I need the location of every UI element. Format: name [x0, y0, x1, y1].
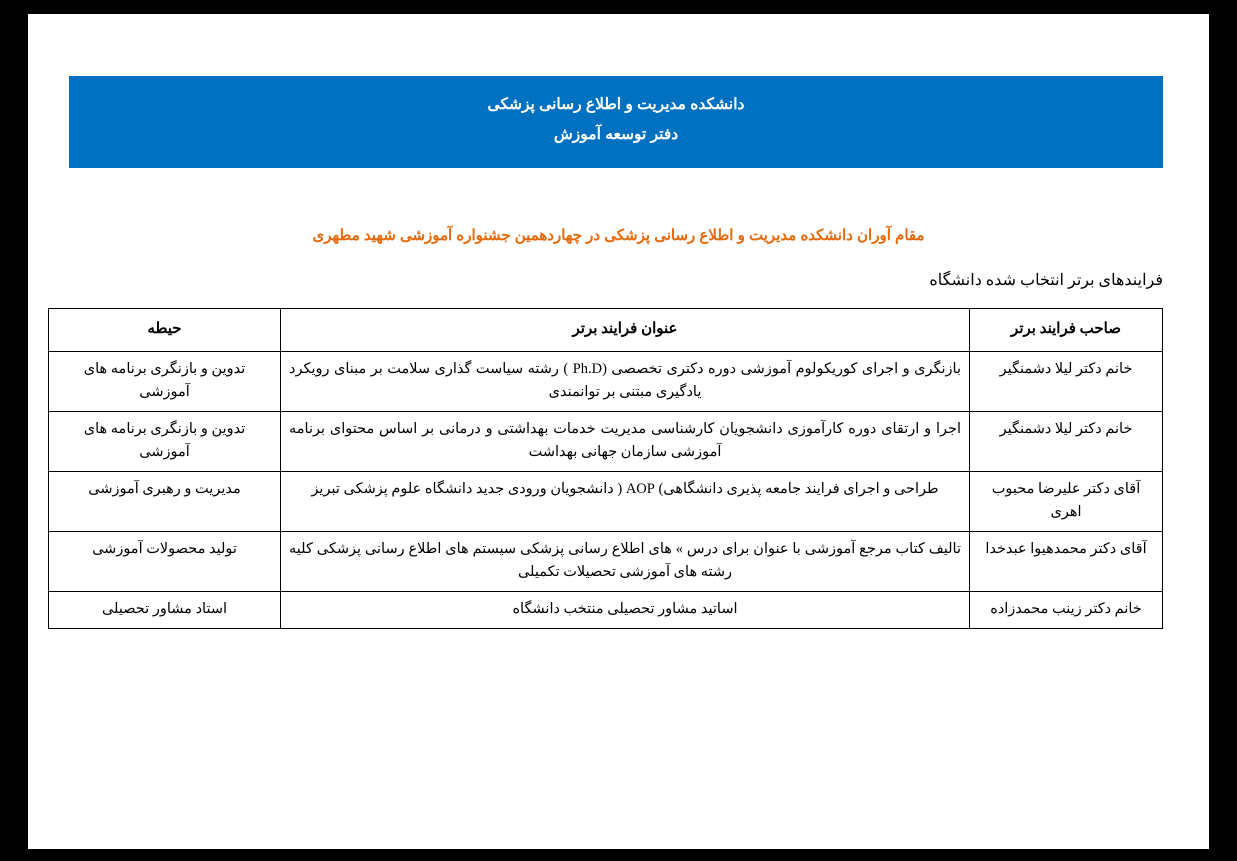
table-row	[49, 532, 1163, 592]
cell-owner: آقای دکتر محمدهیوا عبدخدا	[970, 532, 1163, 592]
cell-title: بازنگری و اجرای کوریکولوم آموزشی دوره دکتری تخصصی (Ph.D ) رشته سیاست گذاری سلامت بر مبنای رویکرد یادگیری مبتنی بر توانمندی	[281, 352, 970, 412]
cell-area: تولید محصولات آموزشی	[49, 532, 281, 592]
column-header-title: عنوان فرایند برتر	[281, 309, 970, 352]
table-header-row	[49, 309, 1163, 352]
cell-area: تدوین و بازنگری برنامه های آموزشی	[49, 412, 281, 472]
column-header-area: حیطه	[49, 309, 281, 352]
section-subtitle: فرایندهای برتر انتخاب شده دانشگاه	[929, 272, 1163, 289]
cell-owner: خانم دکتر لیلا دشمنگیر	[970, 412, 1163, 472]
top-processes-table	[48, 308, 1163, 629]
table-head	[49, 309, 1163, 352]
table-row	[49, 412, 1163, 472]
cell-title: طراحی و اجرای فرایند جامعه پذیری دانشگاهی) AOP ( دانشجویان ورودی جدید دانشگاه علوم پزشکی تبریز	[281, 472, 970, 532]
cell-area: استاد مشاور تحصیلی	[49, 592, 281, 629]
banner-line-office: دفتر توسعه آموزش	[553, 126, 679, 143]
column-header-owner: صاحب فرایند برتر	[970, 309, 1163, 352]
banner-line-faculty: دانشکده مدیریت و اطلاع رسانی پزشکی	[487, 96, 745, 113]
page-title: مقام آوران دانشکده مدیریت و اطلاع رسانی پزشکی در چهاردهمین جشنواره آموزشی شهید مطهری	[312, 227, 925, 244]
cell-owner: خانم دکتر لیلا دشمنگیر	[970, 352, 1163, 412]
cell-owner: خانم دکتر زینب محمدزاده	[970, 592, 1163, 629]
table-row	[49, 592, 1163, 629]
cell-title: اساتید مشاور تحصیلی منتخب دانشگاه	[281, 592, 970, 629]
cell-area: مدیریت و رهبری آموزشی	[49, 472, 281, 532]
table-row	[49, 352, 1163, 412]
cell-title: تالیف کتاب مرجع آموزشی با عنوان برای درس » های اطلاع رسانی پزشکی سیستم های اطلاع رسانی پزشکی کلیه رشته های آموزشی تحصیلات تکمیلی	[281, 532, 970, 592]
document-sheet	[28, 14, 1209, 849]
header-banner	[69, 76, 1163, 168]
cell-owner: آقای دکتر علیرضا محبوب اهری	[970, 472, 1163, 532]
table-body	[49, 352, 1163, 629]
cell-title: اجرا و ارتقای دوره کارآموزی دانشجویان کارشناسی مدیریت خدمات بهداشتی و درمانی بر اساس محتوای برنامه آموزشی سازمان جهانی بهداشت	[281, 412, 970, 472]
cell-area: تدوین و بازنگری برنامه های آموزشی	[49, 352, 281, 412]
table-row	[49, 472, 1163, 532]
